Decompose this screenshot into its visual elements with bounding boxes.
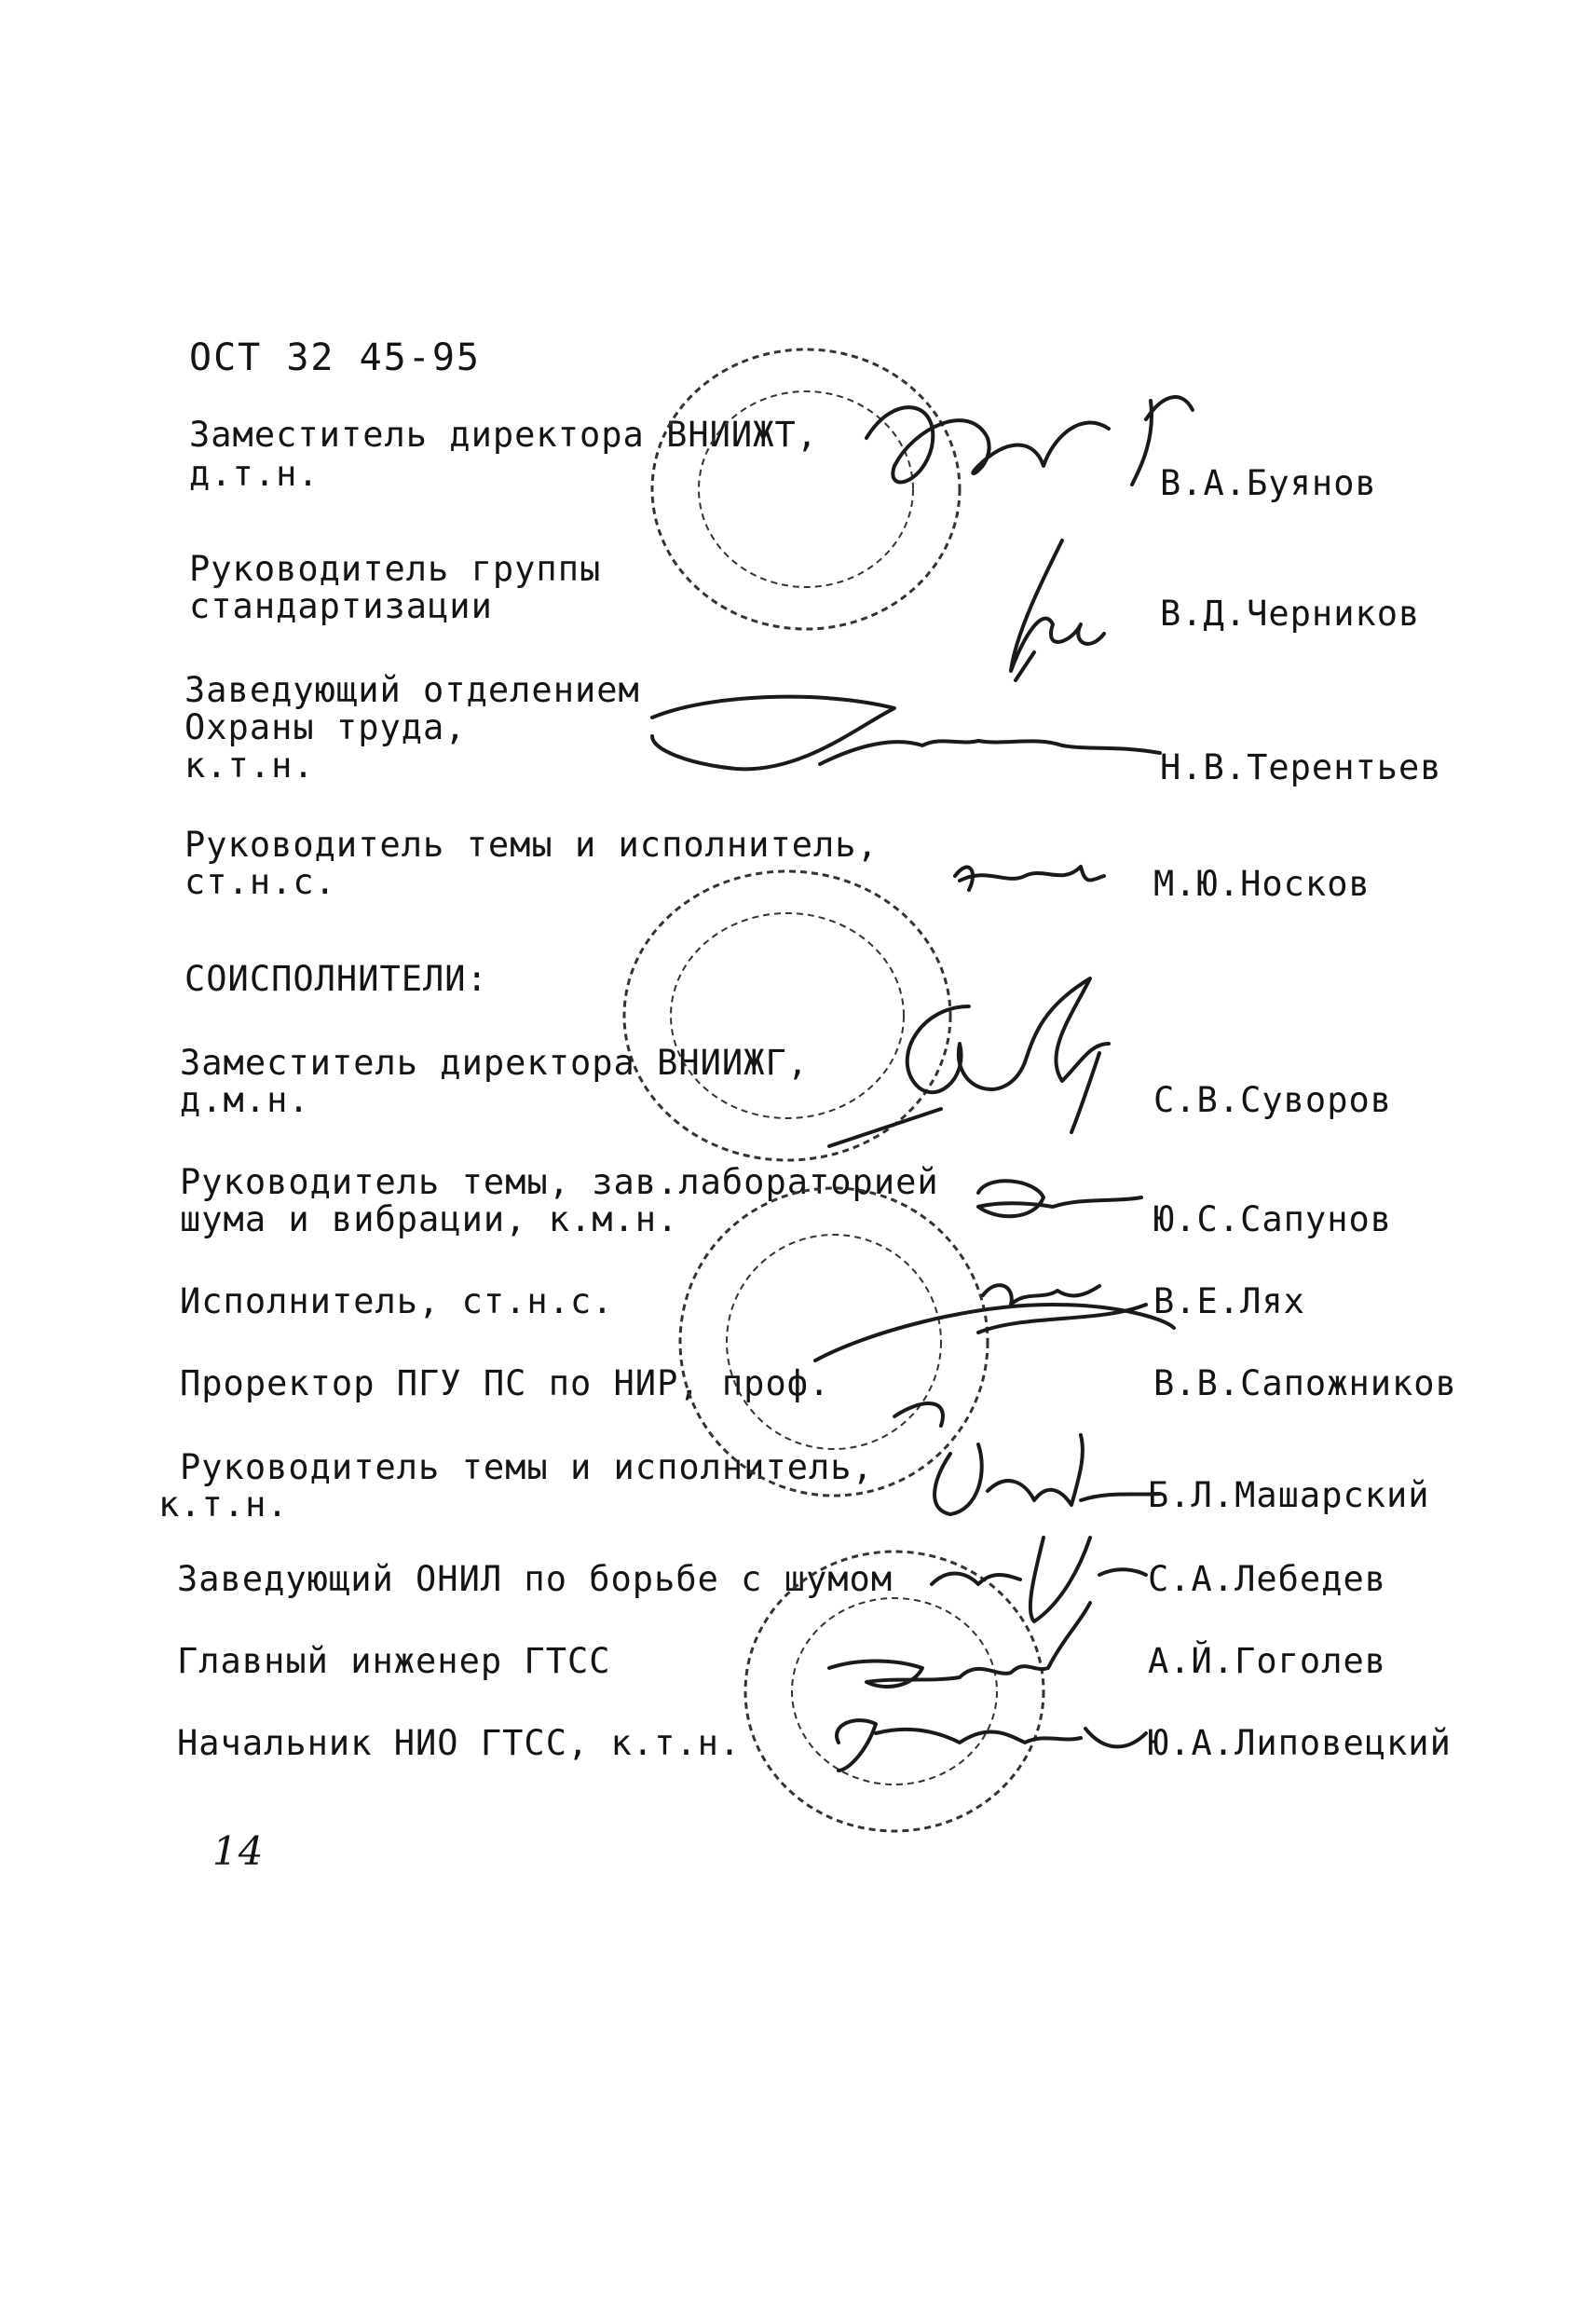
signature-suvorov — [829, 978, 1109, 1146]
signatory-2-title-line-2: стандартизации — [189, 586, 493, 626]
signature-sapozhnikov — [815, 1305, 1174, 1426]
signatory-1-title-line-2: д.т.н. — [189, 454, 320, 494]
signature-chernikov — [1011, 540, 1104, 680]
coexecutor-6-name: С.А.Лебедев — [1148, 1559, 1387, 1599]
signature-sapunov — [978, 1181, 1141, 1216]
stamp-3 — [680, 1188, 988, 1496]
signatory-4-name: М.Ю.Носков — [1153, 864, 1371, 904]
signature-masharsky — [934, 1435, 1160, 1514]
coexecutor-5-name: Б.Л.Машарский — [1148, 1475, 1430, 1515]
coexecutor-4-title-line-1: Проректор ПГУ ПС по НИР, проф. — [180, 1363, 831, 1403]
signatory-3-name: Н.В.Терентьев — [1160, 747, 1442, 787]
coexecutor-2-title-line-2: шума и вибрации, к.м.н. — [180, 1199, 679, 1239]
coexecutor-1-title-line-1: Заместитель директора ВНИИЖГ, — [180, 1043, 810, 1083]
coexecutor-4-name: В.В.Сапожников — [1153, 1363, 1457, 1403]
signature-noskov — [955, 867, 1104, 890]
signatory-3-title-line-1: Заведующий отделением — [184, 670, 640, 710]
coexecutor-7-name: А.Й.Гоголев — [1148, 1641, 1387, 1681]
coexecutor-1-title-line-2: д.м.н. — [180, 1080, 310, 1120]
coexecutor-2-name: Ю.С.Сапунов — [1153, 1199, 1393, 1239]
coexecutor-7-title-line-1: Главный инженер ГТСС — [177, 1641, 611, 1681]
signatory-3-title-line-3: к.т.н. — [184, 745, 315, 786]
signatory-3-title-line-2: Охраны труда, — [184, 707, 467, 747]
signature-buyanov — [866, 397, 1193, 485]
coexecutor-5-title-line-1: Руководитель темы и исполнитель, — [180, 1447, 874, 1487]
coexecutor-2-title-line-1: Руководитель темы, зав.лабораторией — [180, 1162, 939, 1202]
document-code: ОСТ 32 45-95 — [189, 336, 481, 379]
coexecutor-6-title-line-1: Заведующий ОНИЛ по борьбе с шумом — [177, 1559, 893, 1599]
signatory-4-title-line-1: Руководитель темы и исполнитель, — [184, 825, 879, 865]
coexecutor-1-name: С.В.Суворов — [1153, 1080, 1393, 1120]
stamp-1 — [652, 349, 960, 629]
coexecutor-8-title-line-1: Начальник НИО ГТСС, к.т.н. — [177, 1723, 742, 1763]
coexecutor-5-title-line-2: к.т.н. — [158, 1484, 289, 1525]
stamp-2 — [624, 871, 950, 1160]
stamp-4 — [745, 1552, 1044, 1831]
signature-gogolev — [829, 1603, 1090, 1687]
coexecutor-3-title-line-1: Исполнитель, ст.н.с. — [180, 1281, 614, 1321]
signatory-1-name: В.А.Буянов — [1160, 463, 1377, 503]
signature-terentyev — [652, 697, 1160, 770]
signature-lebedev — [932, 1538, 1146, 1621]
signatory-2-name: В.Д.Черников — [1160, 594, 1421, 634]
signature-lipovetsky — [837, 1720, 1146, 1771]
signatory-4-title-line-2: ст.н.с. — [184, 862, 336, 902]
signatory-1-title-line-1: Заместитель директора ВНИИЖТ, — [189, 415, 819, 455]
page-number: 14 — [212, 1828, 265, 1874]
coexecutors-heading: СОИСПОЛНИТЕЛИ: — [184, 959, 488, 999]
signatory-2-title-line-1: Руководитель группы — [189, 549, 602, 589]
coexecutor-3-name: В.Е.Лях — [1153, 1281, 1305, 1321]
coexecutor-8-name: Ю.А.Липовецкий — [1148, 1723, 1452, 1763]
